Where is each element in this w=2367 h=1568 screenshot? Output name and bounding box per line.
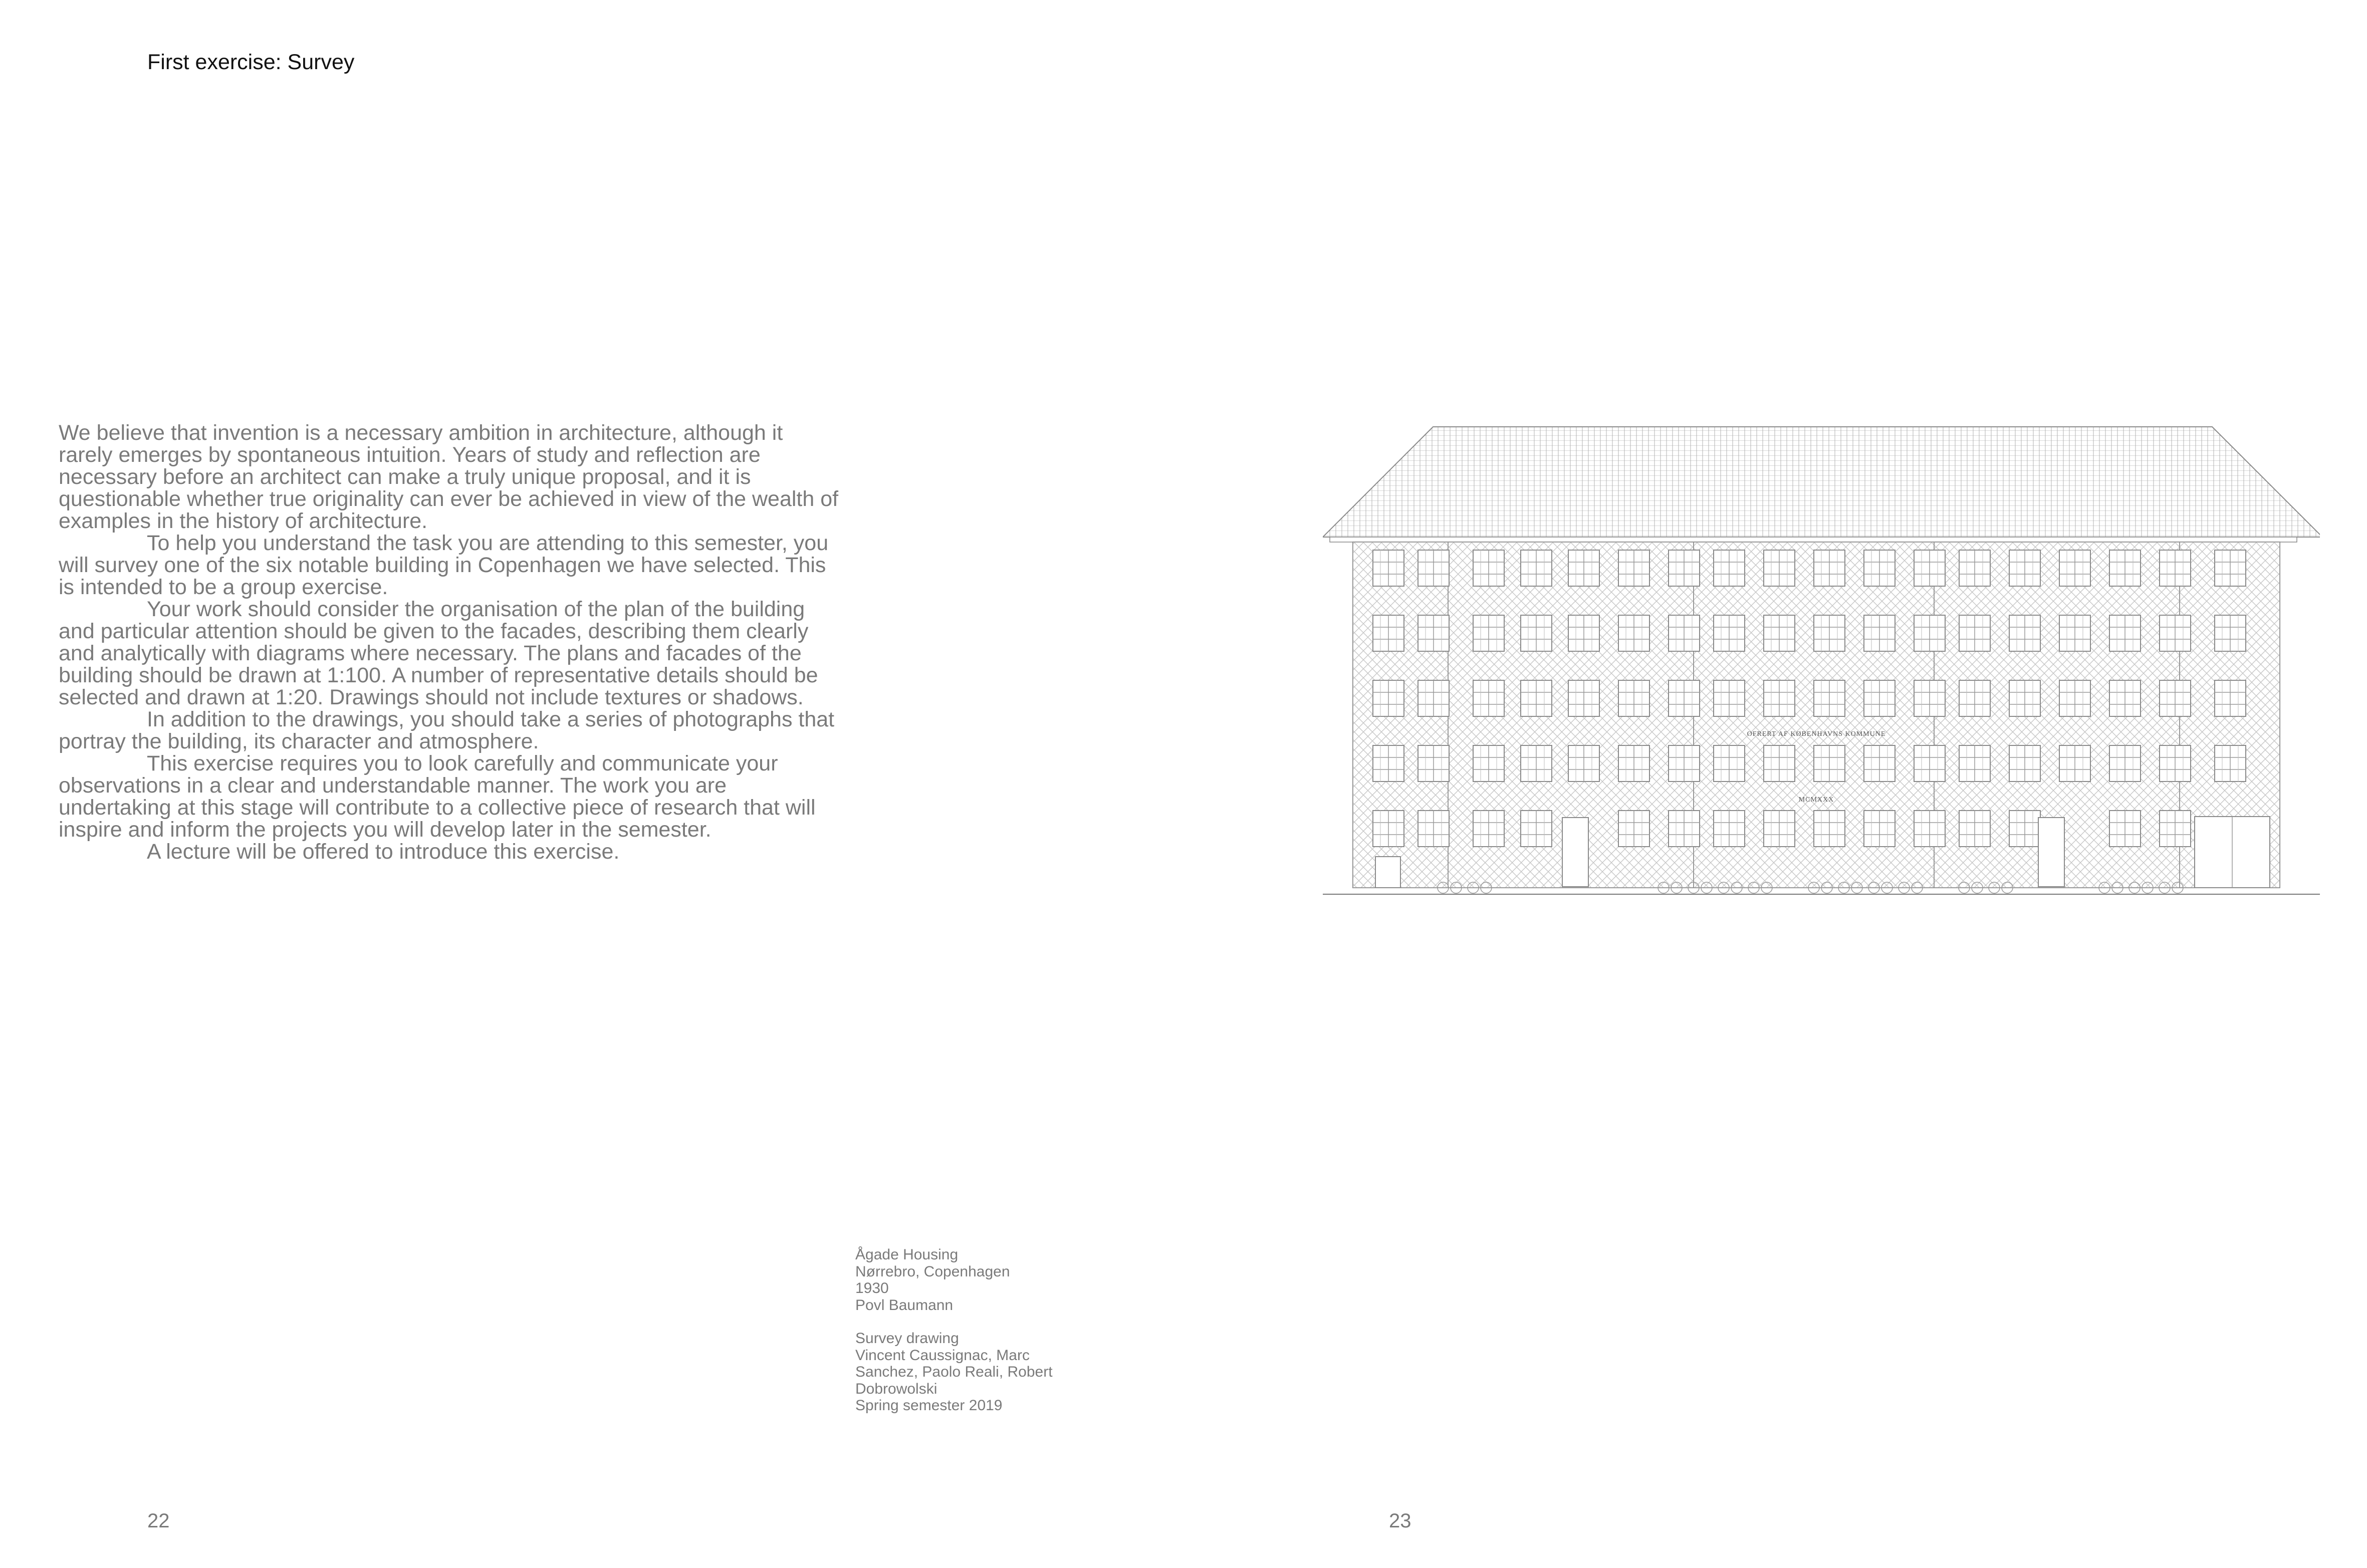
facade-window [1959,550,1990,586]
facade-window [1373,680,1404,716]
facade-window [2009,550,2040,586]
facade-window [2215,550,2246,586]
facade-window [1418,615,1449,651]
facade-window [2215,615,2246,651]
facade-window [1864,615,1895,651]
facade-window [1473,550,1504,586]
facade-window [1521,811,1552,847]
facade-window [1521,680,1552,716]
facade-window [1373,745,1404,781]
facade-window [1669,615,1700,651]
facade-window [2059,615,2090,651]
facade-date: MCMXXX [1798,796,1834,804]
facade-window [1714,680,1745,716]
facade-window [1418,550,1449,586]
facade-window [1714,811,1745,847]
facade-window [2109,811,2141,847]
facade-window [1373,811,1404,847]
facade-window [2160,615,2191,651]
facade-window [1814,615,1845,651]
facade-window [1914,745,1945,781]
paragraph-2: To help you understand the task you are attending to this semester, you will survey one of the six notable building in Copenhagen we have selected. This is intended to be a group exercise. [59,531,829,599]
facade-window [1714,550,1745,586]
facade-window [1618,550,1649,586]
facade-window [1764,811,1795,847]
facade-window [1669,745,1700,781]
facade-window [1568,745,1599,781]
facade-window [2009,615,2040,651]
basement-entrance [1375,857,1400,888]
facade-window [2215,680,2246,716]
facade-window [1959,615,1990,651]
facade-window [1521,615,1552,651]
facade-window [1814,811,1845,847]
facade-window [2009,745,2040,781]
facade-window [2109,680,2141,716]
facade-window [1521,550,1552,586]
facade-window [1473,615,1504,651]
page-number-right: 23 [1389,1510,1411,1532]
facade-window [1814,680,1845,716]
facade-window [1914,680,1945,716]
facade-window [1959,680,1990,716]
facade-window [2059,550,2090,586]
facade-window [1568,680,1599,716]
paragraph-5: This exercise requires you to look carefully and communicate your observations in a clear and understandable manner. The work you are undertaking at this stage will contribute to a collective piece of research that will inspire and inform the projects you will develop later in the semester. [59,751,816,842]
body-text [59,422,840,863]
facade-window [1418,680,1449,716]
facade-window [1864,745,1895,781]
page-header-title: First exercise: Survey [147,50,355,74]
paragraph-4: In addition to the drawings, you should take a series of photographs that portray the building, its character and atmosphere. [59,707,835,753]
facade-window [2009,811,2040,847]
facade-window [1473,745,1504,781]
facade-window [1914,550,1945,586]
paragraph-3: Your work should consider the organisation of the plan of the building and particular attention should be given to the facades, describing them clearly and analytically with diagrams where necessary. The plans and facades of the building should be drawn at 1:100. A number of representative details should be selected and drawn at 1:20. Drawings should not include textures or shadows. [59,597,818,709]
caption-location: Nørrebro, Copenhagen [855,1263,1010,1280]
facade-window [1521,745,1552,781]
facade-window [1864,680,1895,716]
facade-window [1618,811,1649,847]
facade-window [1669,680,1700,716]
facade-window [1373,615,1404,651]
facade-window [2109,745,2141,781]
facade-window [1473,680,1504,716]
caption-year: 1930 [855,1280,889,1296]
image-caption [855,1246,1053,1414]
caption-authors-line-2: Sanchez, Paolo Reali, Robert [855,1364,1053,1380]
facade-window [1959,811,1990,847]
facade-window [2059,745,2090,781]
facade-window [1914,615,1945,651]
facade-window [1669,550,1700,586]
facade-window [1914,811,1945,847]
facade-inscription: OFRERT AF KØBENHAVNS KOMMUNE [1747,730,1886,738]
facade-window [1764,680,1795,716]
caption-building-name: Ågade Housing [855,1246,959,1263]
facade-window [1618,680,1649,716]
paragraph-1: We believe that invention is a necessary ambition in architecture, although it rarely emerges by spontaneous intuition. Years of study and reflection are necessary before an architect can make a truly unique proposal, and it is questionable whether true originality can ever be achieved in view of the wealth of examples in the history of architecture. [59,421,839,533]
facade-window [1814,745,1845,781]
facade-window [1618,615,1649,651]
facade-window [2059,680,2090,716]
facade-window [2009,680,2040,716]
facade-window [2215,745,2246,781]
facade-window [1814,550,1845,586]
facade-window [1959,745,1990,781]
facade-window [1473,811,1504,847]
facade-window [2160,680,2191,716]
facade-window [1864,550,1895,586]
paragraph-6: A lecture will be offered to introduce this exercise. [147,840,620,864]
facade-window [1418,811,1449,847]
facade-window [2160,745,2191,781]
facade-window [1864,811,1895,847]
facade-window [1714,745,1745,781]
facade-window [1418,745,1449,781]
facade-window [1669,811,1700,847]
facade-window [1568,550,1599,586]
caption-architect: Povl Baumann [855,1296,954,1314]
facade-window [1373,550,1404,586]
caption-authors-line-3: Dobrowolski [855,1380,937,1397]
door-right [2038,818,2064,887]
page-number-left: 22 [147,1510,170,1532]
cornice [1330,537,2297,542]
facade-window [1764,550,1795,586]
door-left [1562,818,1588,887]
roof [1323,427,2320,537]
facade-window [2160,550,2191,586]
caption-semester: Spring semester 2019 [855,1397,1003,1414]
facade-window [2109,550,2141,586]
facade-window [1764,615,1795,651]
facade-window [1568,615,1599,651]
caption-authors-line-1: Vincent Caussignac, Marc [855,1347,1030,1364]
facade-window [2109,615,2141,651]
facade-elevation-drawing [1323,421,2320,902]
facade-window [1764,745,1795,781]
facade-window [1618,745,1649,781]
caption-drawing-type: Survey drawing [855,1330,959,1347]
facade-window [1714,615,1745,651]
facade-window [2160,811,2191,847]
